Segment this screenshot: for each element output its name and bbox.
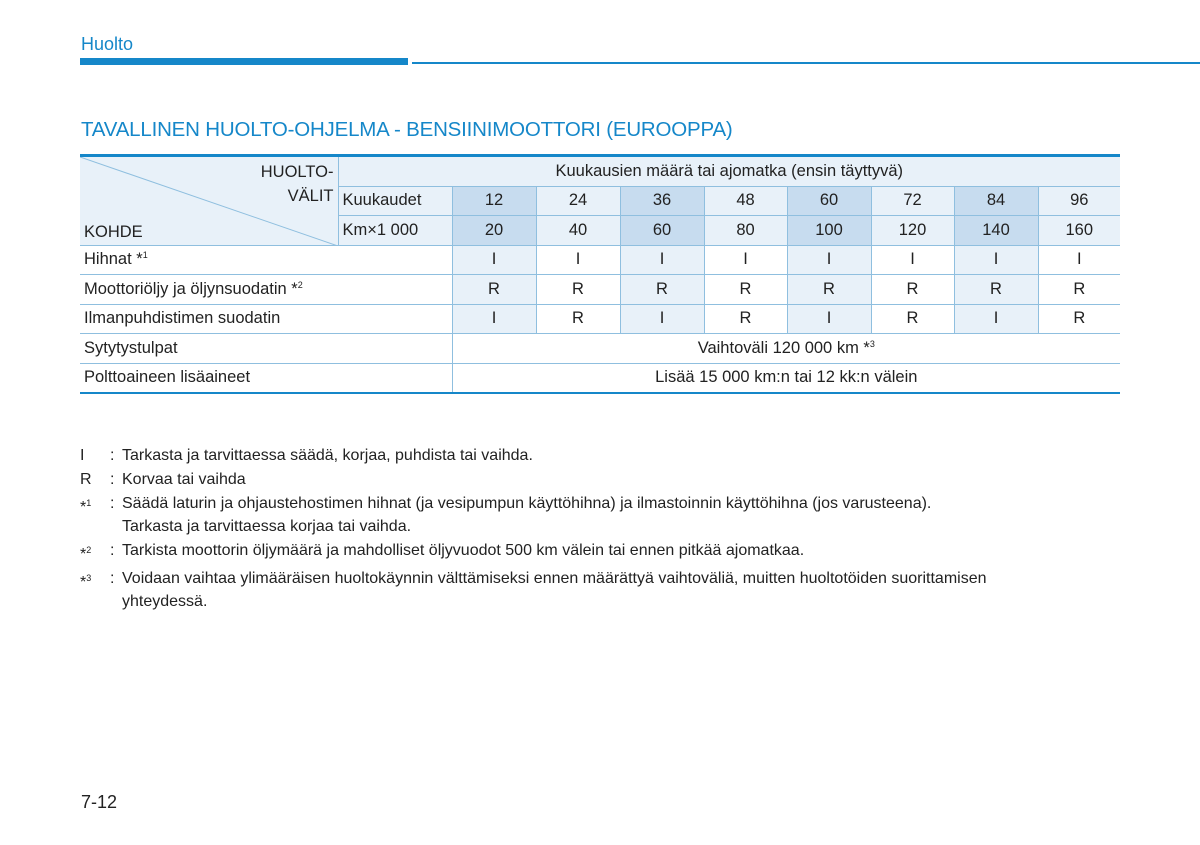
action-cell: I xyxy=(871,245,954,275)
action-cell: R xyxy=(704,304,787,334)
note-line: Säädä laturin ja ohjaustehostimen hihnat (ja vesipumpun käyttöhihna) ja ilmastoinnin käyttöhihna (jos varusteena). xyxy=(122,495,932,512)
action-cell: I xyxy=(787,304,871,334)
item-name-cell xyxy=(80,245,452,275)
km-cell: 100 xyxy=(787,216,871,246)
note-colon: : xyxy=(110,570,115,587)
section-header: Huolto xyxy=(81,34,134,54)
action-cell: I xyxy=(704,245,787,275)
action-cell: R xyxy=(871,275,954,305)
table-corner-cell xyxy=(80,156,338,246)
item-name-cell: Sytytystulpat xyxy=(80,334,452,364)
item-name-cell xyxy=(80,304,452,334)
action-cell: R xyxy=(536,304,620,334)
item-name-cell: Polttoaineen lisäaineet xyxy=(80,363,452,393)
note-line: yhteydessä. xyxy=(122,593,208,610)
table-row xyxy=(80,334,1120,364)
km-cell: 140 xyxy=(954,216,1038,246)
footnote-marker: 1 xyxy=(86,498,92,508)
header-bar-thin xyxy=(412,62,1200,64)
interval-text: Lisää 15 000 km:n tai 12 kk:n välein xyxy=(655,368,918,387)
months-cell: 84 xyxy=(954,186,1038,216)
footnote-marker: 3 xyxy=(869,338,875,349)
footnote-marker: 3 xyxy=(86,573,92,583)
months-cell: 24 xyxy=(536,186,620,216)
footnote-marker: 1 xyxy=(142,250,148,261)
group-header-cell: Kuukausien määrä tai ajomatka (ensin täyttyvä) xyxy=(338,156,1120,187)
note-item xyxy=(80,539,1160,566)
action-cell: I xyxy=(536,245,620,275)
note-key xyxy=(80,492,110,538)
footnote-marker: 2 xyxy=(297,279,303,290)
note-key-text: * xyxy=(80,499,87,516)
months-cell: 60 xyxy=(787,186,871,216)
footnote-marker: 2 xyxy=(86,545,92,555)
table-row xyxy=(80,275,1120,305)
interval-label xyxy=(261,160,334,208)
months-cell: 72 xyxy=(871,186,954,216)
header-bar-thick xyxy=(80,58,408,65)
action-cell: R xyxy=(787,275,871,305)
km-cell: 60 xyxy=(620,216,704,246)
note-key-text: * xyxy=(80,574,87,591)
note-colon: : xyxy=(110,447,115,464)
note-key xyxy=(80,468,110,491)
note-key xyxy=(80,567,110,613)
interval-span-cell xyxy=(452,363,1120,393)
note-key-text: * xyxy=(80,546,87,563)
action-cell: I xyxy=(452,304,536,334)
months-cell: 12 xyxy=(452,186,536,216)
km-cell: 160 xyxy=(1038,216,1120,246)
months-label: Kuukaudet xyxy=(338,186,452,216)
action-cell: R xyxy=(452,275,536,305)
months-cell: 48 xyxy=(704,186,787,216)
note-text xyxy=(122,492,931,538)
action-cell: R xyxy=(1038,304,1120,334)
action-cell: I xyxy=(452,245,536,275)
note-colon: : xyxy=(110,542,115,559)
action-cell: I xyxy=(787,245,871,275)
note-line: Tarkasta ja tarvittaessa korjaa tai vaihda. xyxy=(122,518,412,535)
page-title: TAVALLINEN HUOLTO-OHJELMA - BENSIINIMOOTTORI (EUROOPPA) xyxy=(81,118,733,141)
action-cell: R xyxy=(871,304,954,334)
action-cell: R xyxy=(1038,275,1120,305)
item-name: Moottoriöljy ja öljynsuodatin * xyxy=(84,279,298,298)
table-header-row-group xyxy=(80,156,1120,187)
note-line: Tarkista moottorin öljymäärä ja mahdolliset öljyvuodot 500 km välein tai ennen pitkää ajomatkaa. xyxy=(122,542,805,559)
km-label: Km×1 000 xyxy=(338,216,452,246)
note-text xyxy=(122,468,246,491)
note-text xyxy=(122,567,987,613)
action-cell: I xyxy=(954,245,1038,275)
months-cell: 96 xyxy=(1038,186,1120,216)
action-cell: I xyxy=(620,245,704,275)
interval-span-cell xyxy=(452,334,1120,364)
km-cell: 20 xyxy=(452,216,536,246)
km-cell: 40 xyxy=(536,216,620,246)
item-name: Hihnat * xyxy=(84,250,143,269)
months-cell: 36 xyxy=(620,186,704,216)
note-item xyxy=(80,567,1160,613)
note-key xyxy=(80,539,110,566)
table-row xyxy=(80,363,1120,393)
action-cell: R xyxy=(620,275,704,305)
action-cell: I xyxy=(1038,245,1120,275)
note-item xyxy=(80,468,1160,491)
note-line: Tarkasta ja tarvittaessa säädä, korjaa, puhdista tai vaihda. xyxy=(122,447,533,464)
action-cell: I xyxy=(954,304,1038,334)
note-key-text: I xyxy=(80,447,85,464)
note-item xyxy=(80,492,1160,538)
note-key xyxy=(80,444,110,467)
item-name-cell xyxy=(80,275,452,305)
item-name: Ilmanpuhdistimen suodatin xyxy=(84,309,281,328)
item-label: KOHDE xyxy=(84,222,143,241)
interval-label-line1: HUOLTO- xyxy=(260,163,334,181)
note-colon: : xyxy=(110,495,115,512)
action-cell: I xyxy=(620,304,704,334)
action-cell: R xyxy=(536,275,620,305)
note-key-text: R xyxy=(80,471,92,488)
note-colon: : xyxy=(110,471,115,488)
table-row xyxy=(80,304,1120,334)
km-cell: 120 xyxy=(871,216,954,246)
interval-label-line2: VÄLIT xyxy=(287,187,334,205)
note-item xyxy=(80,444,1160,467)
page-number: 7-12 xyxy=(81,792,118,812)
note-text xyxy=(122,444,533,467)
note-line: Korvaa tai vaihda xyxy=(122,471,246,488)
table-row xyxy=(80,245,1120,275)
km-cell: 80 xyxy=(704,216,787,246)
maintenance-schedule-table xyxy=(80,154,1120,394)
action-cell: R xyxy=(954,275,1038,305)
action-cell: R xyxy=(704,275,787,305)
note-line: Voidaan vaihtaa ylimääräisen huoltokäynnin välttämiseksi ennen määrättyä vaihtoväliä, muitten huoltotöiden suorittamisen xyxy=(122,570,987,587)
notes-list xyxy=(80,444,1160,614)
note-text xyxy=(122,539,804,566)
interval-text: Vaihtoväli 120 000 km * xyxy=(697,338,870,357)
